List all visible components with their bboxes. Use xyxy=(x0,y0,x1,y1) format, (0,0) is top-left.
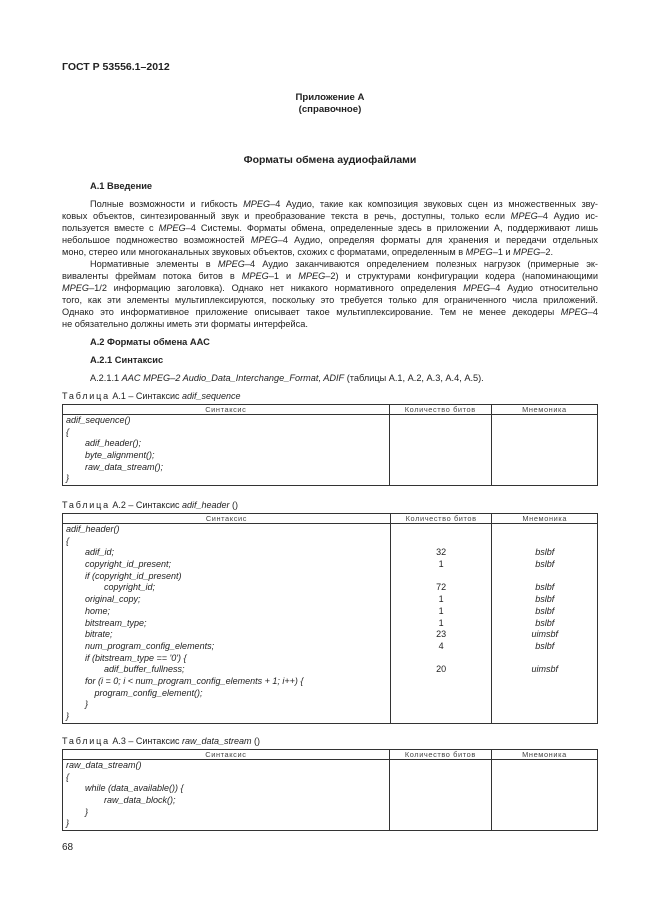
table-caption: Таблица А.1 – Синтаксис adif_sequence xyxy=(62,391,241,401)
syntax-cell xyxy=(63,415,390,486)
syntax-line: copyright_id; xyxy=(104,582,156,593)
bits-cell xyxy=(389,760,491,831)
syntax-line: if (copyright_id_present) xyxy=(85,570,182,581)
syntax-line: original_copy; xyxy=(85,594,141,605)
section-a211-intro: А.2.1.1 AAC MPEG–2 Audio_Data_Interchange_Format, ADIF (таблицы А.1, А.2, А.3, А.4, А.5). xyxy=(90,373,484,383)
syntax-line: } xyxy=(66,818,70,829)
mnemonic-value xyxy=(492,818,597,830)
mnemonic-value xyxy=(492,462,597,474)
paragraph-line: того, как эти элементы мультиплексируются, поскольку это требуется только для ограниченного числа приложений. xyxy=(62,295,598,306)
syntax-line: } xyxy=(66,711,70,721)
syntax-line: adif_buffer_fullness; xyxy=(104,664,185,675)
paragraph-line: пользуется вместе с MPEG–4 Системы. Форматы обмена, определенные здесь в приложении А, поддерживают лишь xyxy=(62,223,598,234)
syntax-line: } xyxy=(85,699,89,710)
table-row xyxy=(63,524,598,724)
mnemonic-value xyxy=(492,536,597,548)
syntax-line: for (i = 0; i < num_program_config_elements + 1; i++) { xyxy=(85,675,304,686)
column-header: Мнемоника xyxy=(491,750,597,760)
mnemonic-value xyxy=(492,807,597,819)
syntax-line: byte_alignment(); xyxy=(85,450,155,461)
mnemonic-value xyxy=(492,711,597,723)
bits-value: 23 xyxy=(436,629,447,640)
paragraph-line: MPEG–1/2 информацию заголовка). Однако нет никакого нормативного определения MPEG–4 Аудио относительно xyxy=(62,283,598,294)
syntax-table xyxy=(62,404,598,486)
mnemonic-value xyxy=(492,438,597,450)
syntax-line: raw_data_stream() xyxy=(66,760,142,770)
mnemonic-value xyxy=(492,795,597,807)
mnemonic-value: uimsbf xyxy=(531,664,558,675)
column-header: Синтаксис xyxy=(63,750,390,760)
column-header: Количество битов xyxy=(389,750,491,760)
annex-subtitle: (справочное) xyxy=(298,104,362,115)
page-number: 68 xyxy=(62,842,74,853)
syntax-table xyxy=(62,513,598,724)
syntax-line: copyright_id_present; xyxy=(85,559,172,570)
mnemonic-value xyxy=(492,450,597,462)
bits-value xyxy=(391,653,492,665)
mnemonic-value xyxy=(492,783,597,795)
mnemonic-value: bslbf xyxy=(535,605,555,616)
bits-value xyxy=(390,807,491,819)
column-header: Количество битов xyxy=(389,405,491,415)
bits-value xyxy=(391,536,492,548)
intro-paragraph-2 xyxy=(62,258,598,331)
table-caption: Таблица А.2 – Синтаксис adif_header () xyxy=(62,500,239,510)
annex-title: Приложение А xyxy=(295,92,365,103)
mnemonic-value: bslbf xyxy=(535,559,555,570)
bits-value xyxy=(391,688,492,700)
bits-value xyxy=(390,795,491,807)
paragraph-line: ковых объектов, синтезированный звук и преобразование текста в речь, доступны, только если MPEG–4 Аудио ис- xyxy=(62,211,598,222)
mnemonic-value: bslbf xyxy=(535,594,555,605)
bits-value: 1 xyxy=(438,605,444,616)
bits-value xyxy=(391,711,492,723)
mnemonic-value: bslbf xyxy=(535,547,555,558)
paragraph-line: не обязательно должны иметь эти форматы интерфейса. xyxy=(62,319,308,330)
syntax-line: program_config_element(); xyxy=(94,687,203,698)
bits-value xyxy=(391,699,492,711)
paragraph-line: небольшое подмножество возможностей MPEG–4 Аудио, определяя форматы для хранения и передачи отдельных xyxy=(62,235,598,246)
mnemonic-value xyxy=(492,760,597,772)
mnemonic-value xyxy=(492,427,597,439)
syntax-line: num_program_config_elements; xyxy=(85,640,215,651)
main-title: Форматы обмена аудиофайлами xyxy=(243,154,417,166)
mnemonic-value: bslbf xyxy=(535,582,555,593)
mnemonic-value xyxy=(492,699,597,711)
mnemonic-cell xyxy=(491,760,597,831)
table-row xyxy=(63,415,598,486)
bits-value xyxy=(390,760,491,772)
mnemonic-value: bslbf xyxy=(535,640,555,651)
bits-value xyxy=(390,783,491,795)
column-header: Синтаксис xyxy=(63,514,391,524)
bits-value xyxy=(391,571,492,583)
syntax-line: bitrate; xyxy=(85,629,113,640)
mnemonic-value xyxy=(492,653,597,665)
syntax-line: if (bitstream_type == '0') { xyxy=(85,652,187,663)
syntax-line: } xyxy=(66,473,70,484)
table-row xyxy=(63,760,598,831)
column-header: Мнемоника xyxy=(492,514,598,524)
bits-value xyxy=(391,524,492,536)
mnemonic-value xyxy=(492,473,597,485)
paragraph-line: Полные возможности и гибкость MPEG–4 Аудио, такие как композиция звуковых сцен из множественных зву- xyxy=(90,199,598,209)
paragraph-line: Однако это информативное приложение описывает такое мультиплексирование. Тем не менее декодеры MPEG–4 xyxy=(62,307,598,318)
syntax-line: adif_header(); xyxy=(85,438,142,449)
section-a2-title: А.2 Форматы обмена ААС xyxy=(90,337,210,347)
syntax-line: adif_sequence() xyxy=(66,415,131,425)
syntax-line: raw_data_stream(); xyxy=(85,461,164,472)
syntax-line: } xyxy=(85,806,89,817)
syntax-line: { xyxy=(66,771,70,782)
column-header: Количество битов xyxy=(390,514,492,524)
bits-value xyxy=(390,415,491,427)
mnemonic-value xyxy=(492,772,597,784)
bits-value xyxy=(390,462,491,474)
syntax-line: home; xyxy=(85,605,111,616)
bits-value: 20 xyxy=(436,664,447,675)
paragraph-line: моно, стерео или многоканальных звуковых объектов, схожих с форматами, определенным в MPEG–1 и MPEG–2. xyxy=(62,247,554,258)
bits-cell xyxy=(389,415,491,486)
mnemonic-value xyxy=(492,524,597,536)
mnemonic-value: uimsbf xyxy=(531,629,558,640)
column-header: Синтаксис xyxy=(63,405,390,415)
bits-value: 1 xyxy=(438,594,444,605)
syntax-line: { xyxy=(66,426,70,437)
bits-value: 72 xyxy=(436,582,447,593)
bits-value xyxy=(390,438,491,450)
mnemonic-value: bslbf xyxy=(535,617,555,628)
syntax-line: adif_header() xyxy=(66,524,120,534)
paragraph-line: виваленты фреймам потока битов в MPEG–1 и MPEG–2) и структурами конфигурации кодера (напоминающими xyxy=(62,271,598,282)
mnemonic-cell xyxy=(492,524,598,724)
syntax-line: { xyxy=(66,535,70,546)
bits-value: 1 xyxy=(438,559,444,570)
bits-value xyxy=(391,676,492,688)
section-a1-title: А.1 Введение xyxy=(90,181,153,191)
bits-value: 1 xyxy=(438,617,444,628)
bits-value: 4 xyxy=(438,640,444,651)
mnemonic-value xyxy=(492,415,597,427)
standard-header: ГОСТ Р 53556.1–2012 xyxy=(62,61,170,73)
bits-value: 32 xyxy=(436,547,447,558)
mnemonic-value xyxy=(492,676,597,688)
paragraph-line: Нормативные элементы в MPEG–4 Аудио заканчиваются определением полезных нагрузок (примерные эк- xyxy=(90,259,598,269)
syntax-cell xyxy=(63,760,390,831)
bits-value xyxy=(390,450,491,462)
bits-value xyxy=(390,818,491,830)
syntax-line: adif_id; xyxy=(85,547,115,558)
bits-value xyxy=(390,772,491,784)
section-a21-title: А.2.1 Синтаксис xyxy=(90,355,164,365)
bits-value xyxy=(390,427,491,439)
mnemonic-cell xyxy=(491,415,597,486)
syntax-line: bitstream_type; xyxy=(85,617,147,628)
column-header: Мнемоника xyxy=(491,405,597,415)
mnemonic-value xyxy=(492,571,597,583)
syntax-cell xyxy=(63,524,391,724)
syntax-line: raw_data_block(); xyxy=(104,795,176,806)
syntax-table xyxy=(62,749,598,831)
intro-paragraph-1 xyxy=(62,198,598,258)
mnemonic-value xyxy=(492,688,597,700)
bits-cell xyxy=(390,524,492,724)
bits-value xyxy=(390,473,491,485)
syntax-line: while (data_available()) { xyxy=(85,783,184,794)
table-caption: Таблица А.3 – Синтаксис raw_data_stream () xyxy=(62,736,261,746)
